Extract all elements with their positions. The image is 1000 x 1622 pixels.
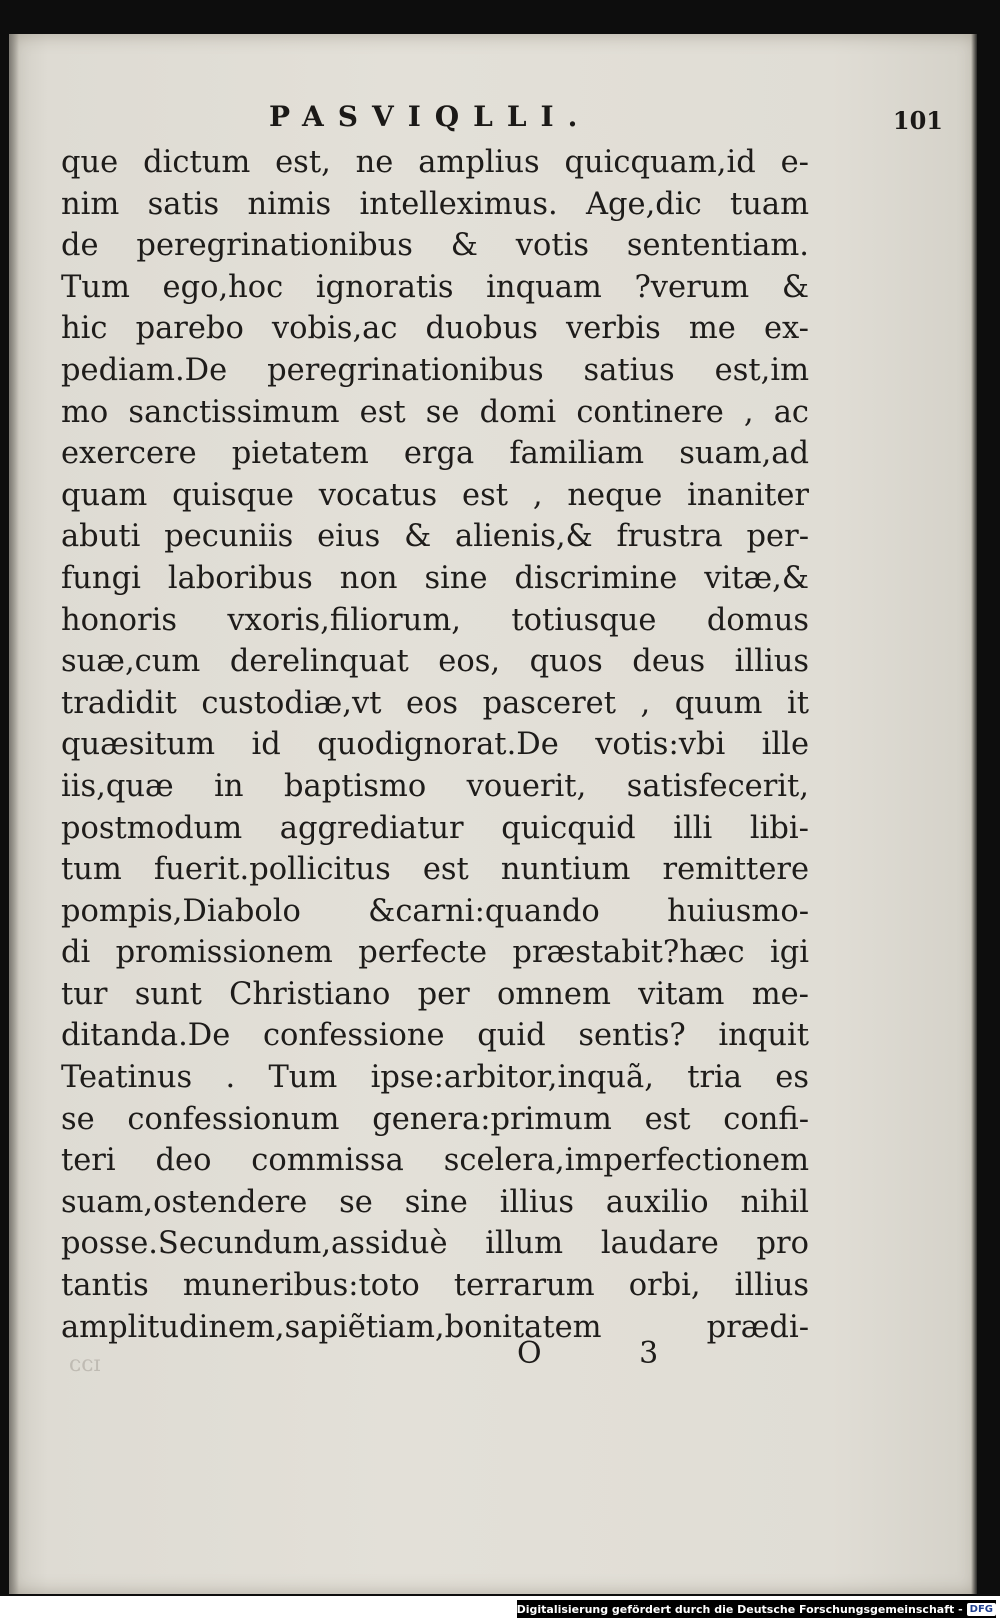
text-line: tur sunt Christiano per omnem vitam me- <box>61 976 809 1012</box>
text-line: pompis,Diabolo &carni:quando huiusmo- <box>61 893 809 929</box>
text-line: fungi laboribus non sine discrimine vitæ,& <box>61 560 809 596</box>
footer-credit: Digitalisierung gefördert durch die Deutsche Forschungsgemeinschaft - <box>516 1602 963 1616</box>
text-line: se confessionum genera:primum est confi- <box>61 1101 809 1137</box>
text-line: tantis muneribus:toto terrarum orbi, illius <box>61 1268 809 1304</box>
text-line: Tum ego,hoc ignoratis inquam ?verum & <box>61 269 809 305</box>
text-line: teri deo commissa scelera,imperfectionem <box>61 1143 809 1179</box>
text-line: quæsitum id quodignorat.De votis:vbi ille <box>61 727 809 763</box>
text-line: de peregrinationibus & votis sententiam. <box>61 228 809 264</box>
text-line: suam,ostendere se sine illius auxilio nihil <box>61 1184 809 1220</box>
text-line: exercere pietatem erga familiam suam,ad <box>61 436 809 472</box>
text-line: nim satis nimis intelleximus. Age,dic tuam <box>61 186 809 222</box>
text-line: Teatinus . Tum ipse:arbitor,inquã, tria es <box>61 1060 809 1096</box>
text-line: suæ,cum derelinquat eos, quos deus illius <box>61 644 809 680</box>
text-line: quam quisque vocatus est , neque inaniter <box>61 477 809 513</box>
text-line: tum fuerit.pollicitus est nuntium remittere <box>61 852 809 888</box>
footer <box>517 1600 996 1618</box>
text-line: mo sanctissimum est se domi continere , ac <box>61 394 809 430</box>
text-line: hic parebo vobis,ac duobus verbis me ex- <box>61 311 809 347</box>
text-line: di promissionem perfecte præstabit?hæc igi <box>61 935 809 971</box>
running-head: PASVIQLLI. <box>269 100 592 133</box>
book-page <box>9 34 977 1594</box>
dfg-logo-icon: DFG <box>967 1603 996 1616</box>
body-text <box>61 142 809 1348</box>
signature-mark: O 3 <box>517 1336 703 1371</box>
text-line: abuti pecuniis eius & alienis,& frustra per- <box>61 519 809 555</box>
text-line: posse.Secundum,assiduè illum laudare pro <box>61 1226 809 1262</box>
text-line: que dictum est, ne amplius quicquam,id e- <box>61 145 809 180</box>
text-line: amplitudinem,sapiẽtiam,bonitatem prædi- <box>61 1309 809 1345</box>
text-line: honoris vxoris,filiorum, totiusque domus <box>61 602 809 638</box>
text-line: tradidit custodiæ,vt eos pasceret , quum it <box>61 685 809 721</box>
text-line: ditanda.De confessione quid sentis? inquit <box>61 1018 809 1054</box>
show-through-mark: ɪɔɔ <box>69 1352 101 1377</box>
text-line: postmodum aggrediatur quicquid illi libi- <box>61 810 809 846</box>
text-line: iis,quæ in baptismo vouerit, satisfecerit, <box>61 768 809 804</box>
text-line: pediam.De peregrinationibus satius est,im <box>61 352 809 388</box>
page-number: 101 <box>892 106 943 135</box>
